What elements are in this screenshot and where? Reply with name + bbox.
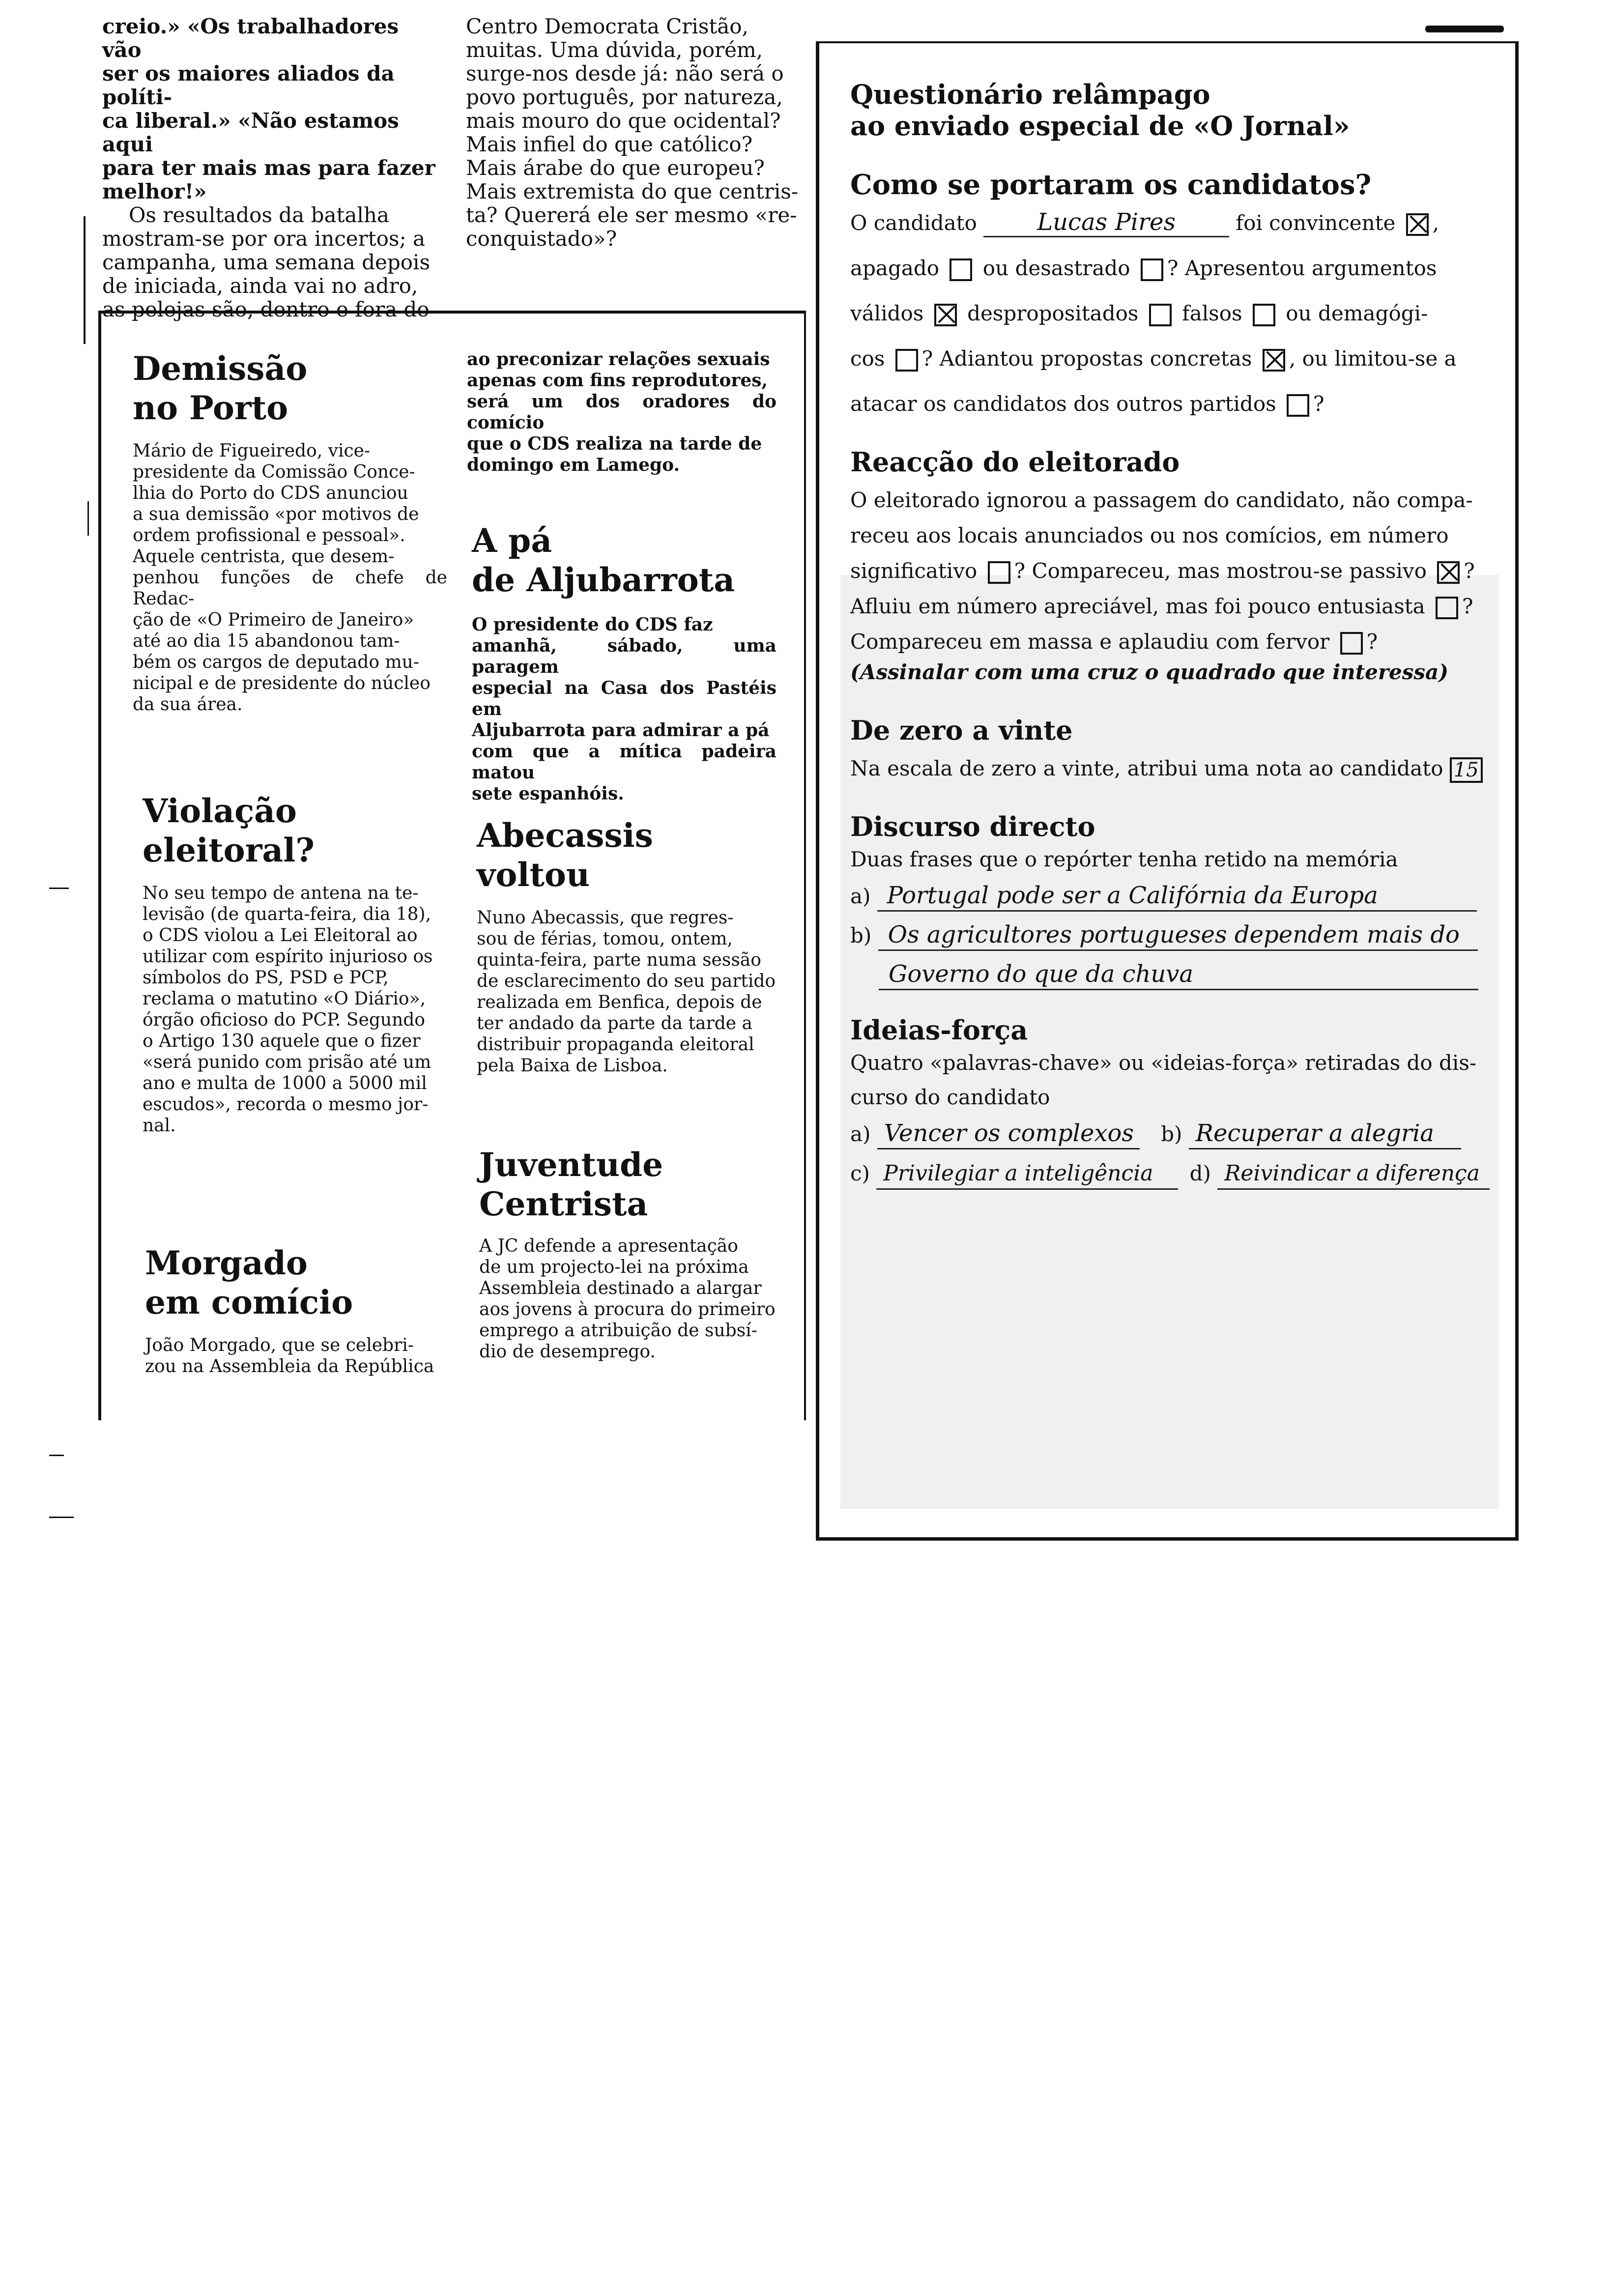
- question-line: [850, 381, 1504, 427]
- answer-text[interactable]: Governo do que da chuva: [879, 959, 1478, 990]
- brief-line: ano e multa de 1000 a 5000 mil: [143, 1073, 427, 1093]
- question-text: ou demagógi-: [1286, 301, 1428, 325]
- brief-abecassis: [477, 816, 777, 1076]
- text-line: ca liberal.» «Não estamos aqui: [102, 109, 399, 156]
- answer-label: a): [850, 884, 871, 908]
- brief-title: de Aljubarrota: [472, 561, 735, 599]
- brief-line: ao preconizar relações sexuais: [467, 349, 770, 370]
- text-line: ser os maiores aliados da políti-: [102, 61, 395, 109]
- brief-line: emprego a atribuição de subsí-: [479, 1320, 757, 1341]
- question-text: ou desastrado: [982, 256, 1130, 280]
- brief-line: domingo em Lamego.: [467, 455, 680, 475]
- question-text: ?: [1462, 594, 1473, 618]
- section-title: Ideias-força: [850, 1014, 1028, 1046]
- question-text: foi convincente: [1236, 211, 1396, 235]
- brief-line: Assembleia destinado a alargar: [479, 1278, 762, 1298]
- brief-line: Mário de Figueiredo, vice-: [133, 441, 371, 461]
- brief-line: aos jovens à procura do primeiro: [479, 1299, 776, 1320]
- answer-text[interactable]: Privilegiar a inteligência: [876, 1159, 1178, 1190]
- text-line: mais mouro do que ocidental?: [466, 109, 781, 133]
- brief-body: [477, 907, 777, 1076]
- brief-line: de esclarecimento do seu partido: [477, 971, 776, 991]
- brief-line: com que a mítica padeira matou: [472, 741, 777, 783]
- brief-line: reclama o matutino «O Diário»,: [143, 989, 426, 1009]
- text-line: muitas. Uma dúvida, porém,: [466, 38, 763, 62]
- answer-text[interactable]: Os agricultores portugueses dependem mais do: [878, 920, 1478, 951]
- brief-title: Centrista: [479, 1185, 648, 1223]
- brief-line: A JC defende a apresentação: [479, 1236, 738, 1256]
- checkbox[interactable]: [895, 349, 918, 372]
- margin-mark: [87, 501, 89, 536]
- brief-line: penhou funções de chefe de Redac-: [133, 568, 447, 609]
- answer-line: [850, 916, 1504, 955]
- margin-mark: [49, 1455, 64, 1456]
- text-line: Centro Democrata Cristão,: [466, 14, 748, 38]
- text-line: Mais infiel do que católico?: [466, 132, 753, 156]
- brief-morgado: [145, 1243, 450, 1377]
- brief-title: Abecassis: [477, 816, 653, 855]
- questionnaire-title: Questionário relâmpago: [850, 79, 1210, 110]
- question-text: ? Adiantou propostas concretas: [921, 346, 1252, 371]
- brief-line: escudos», recorda o mesmo jor-: [143, 1094, 429, 1115]
- answer-label: c): [850, 1161, 870, 1185]
- text-line: ta? Quererá ele ser mesmo «re-: [466, 203, 797, 227]
- brief-line: a sua demissão «por motivos de: [133, 504, 419, 524]
- question-text: , ou limitou-se a: [1289, 346, 1457, 371]
- brief-apa: [472, 521, 777, 804]
- brief-line: quinta-feira, parte numa sessão: [477, 950, 761, 970]
- text-line: as pelejas são, dentro e fora do: [102, 297, 430, 321]
- brief-line: da sua área.: [133, 694, 243, 715]
- question-text: significativo: [850, 559, 978, 583]
- brief-line: órgão oficioso do PCP. Segundo: [143, 1010, 425, 1030]
- brief-body: [467, 349, 777, 476]
- top-left-column: [102, 15, 436, 321]
- brief-line: Aljubarrota para admirar a pá: [472, 720, 770, 741]
- question-text: apagado: [850, 256, 940, 280]
- brief-title: eleitoral?: [143, 831, 315, 869]
- text-line: creio.» «Os trabalhadores vão: [102, 14, 399, 62]
- brief-line: ter andado da parte da tarde a: [477, 1013, 752, 1033]
- checkbox-checked[interactable]: [1437, 561, 1460, 584]
- brief-line: sete espanhóis.: [472, 783, 624, 804]
- brief-title: no Porto: [133, 389, 288, 427]
- brief-title: A pá: [472, 521, 552, 560]
- question-text: Quatro «palavras-chave» ou «ideias-força» retiradas do dis-: [850, 1051, 1477, 1075]
- brief-line: pela Baixa de Lisboa.: [477, 1056, 668, 1076]
- brief-title: voltou: [477, 856, 590, 894]
- question-text: despropositados: [967, 301, 1139, 325]
- question-text: Afluiu em número apreciável, mas foi pouco entusiasta: [850, 594, 1425, 618]
- section-title: De zero a vinte: [850, 715, 1073, 746]
- brief-line: até ao dia 15 abandonou tam-: [133, 631, 400, 651]
- score-box[interactable]: 15: [1450, 757, 1483, 783]
- brief-line: zou na Assembleia da República: [145, 1356, 434, 1377]
- brief-line: de um projecto-lei na próxima: [479, 1257, 749, 1277]
- question-text: Na escala de zero a vinte, atribui uma nota ao candidato: [850, 756, 1443, 780]
- brief-title: em comício: [145, 1283, 353, 1321]
- questionnaire-subtitle: ao enviado especial de «O Jornal»: [850, 110, 1350, 142]
- checkbox[interactable]: [1253, 304, 1275, 326]
- text-line: Mais árabe do que europeu?: [466, 156, 765, 180]
- answer-text[interactable]: Portugal pode ser a Califórnia da Europa: [877, 881, 1477, 912]
- answer-label: b): [1161, 1122, 1182, 1146]
- candidate-name: Lucas Pires: [983, 208, 1229, 237]
- brief-title: Violação: [143, 792, 297, 830]
- brief-line: lhia do Porto do CDS anunciou: [133, 483, 408, 503]
- margin-mark: [49, 888, 69, 889]
- brief-title: Morgado: [145, 1244, 308, 1282]
- text-line: de iniciada, ainda vai no adro,: [102, 274, 418, 298]
- section-title: Como se portaram os candidatos?: [850, 169, 1372, 201]
- brief-body: [143, 883, 447, 1136]
- answer-text[interactable]: Vencer os complexos: [877, 1119, 1140, 1149]
- question-text: atacar os candidatos dos outros partidos: [850, 392, 1276, 416]
- decorative-bar: [1425, 26, 1504, 32]
- margin-mark: [84, 216, 86, 344]
- brief-line: que o CDS realiza na tarde de: [467, 433, 762, 454]
- checkbox[interactable]: [1141, 258, 1163, 281]
- answer-text[interactable]: Recuperar a alegria: [1189, 1119, 1461, 1149]
- question-line: [850, 336, 1504, 381]
- checkbox[interactable]: [1287, 394, 1309, 417]
- brief-body: [145, 1335, 450, 1377]
- brief-line: bém os cargos de deputado mu-: [133, 652, 419, 672]
- text-line: Mais extremista do que centris-: [466, 179, 799, 203]
- brief-body: [479, 1235, 779, 1362]
- brief-line: dio de desemprego.: [479, 1342, 656, 1362]
- question-text: ? Compareceu, mas mostrou-se passivo: [1014, 559, 1427, 583]
- brief-line: realizada em Benfica, depois de: [477, 992, 762, 1012]
- brief-line: sou de férias, tomou, ontem,: [477, 929, 733, 949]
- brief-line: O presidente do CDS faz: [472, 614, 713, 635]
- checkbox[interactable]: [950, 258, 972, 281]
- text-line: para ter mais mas para fazer: [102, 156, 435, 180]
- brief-line: «será punido com prisão até um: [143, 1052, 432, 1072]
- brief-line: Nuno Abecassis, que regres-: [477, 908, 734, 928]
- brief-line: Aquele centrista, que desem-: [133, 546, 395, 567]
- brief-body: [133, 440, 447, 715]
- checkbox-checked[interactable]: [1406, 213, 1429, 236]
- brief-demissao: [133, 349, 447, 715]
- checkbox-checked[interactable]: [1263, 349, 1285, 372]
- section-title: Discurso directo: [850, 811, 1095, 842]
- question-text: receu aos locais anunciados ou nos comícios, em número: [850, 523, 1449, 547]
- brief-title: Juventude: [479, 1146, 663, 1184]
- brief-line: nicipal e de presidente do núcleo: [133, 673, 431, 693]
- question-text: cos: [850, 346, 885, 371]
- brief-line: utilizar com espírito injurioso os: [143, 947, 433, 967]
- answer-label: b): [850, 923, 872, 947]
- question-text: Duas frases que o repórter tenha retido na memória: [850, 847, 1398, 871]
- question-text: ?: [1464, 559, 1475, 583]
- section-title: Reacção do eleitorado: [850, 446, 1180, 478]
- brief-line: símbolos do PS, PSD e PCP,: [143, 968, 389, 988]
- text-line: povo português, por natureza,: [466, 85, 783, 109]
- brief-body: [472, 614, 777, 804]
- brief-line: João Morgado, que se celebri-: [145, 1335, 414, 1355]
- question-line: [850, 246, 1504, 291]
- brief-line: será um dos oradores do comício: [467, 391, 777, 433]
- answer-text[interactable]: Reivindicar a diferença: [1217, 1159, 1490, 1190]
- question-text: curso do candidato: [850, 1085, 1050, 1109]
- checkbox[interactable]: [1149, 304, 1172, 326]
- brief-line: especial na Casa dos Pastéis em: [472, 678, 777, 719]
- brief-violacao: [143, 791, 447, 1136]
- questionnaire-content: [850, 79, 1504, 1193]
- answer-label: a): [850, 1122, 871, 1146]
- brief-line: o Artigo 130 aquele que o fizer: [143, 1031, 421, 1051]
- brief-line: nal.: [143, 1116, 176, 1136]
- question-text: O eleitorado ignorou a passagem do candidato, não compa-: [850, 488, 1473, 512]
- answer-line: [850, 955, 1504, 995]
- brief-line: No seu tempo de antena na te-: [143, 883, 419, 903]
- answer-label: d): [1189, 1161, 1211, 1185]
- brief-line: o CDS violou a Lei Eleitoral ao: [143, 925, 418, 946]
- brief-line: amanhã, sábado, uma paragem: [472, 635, 777, 677]
- text-line: mostram-se por ora incertos; a: [102, 227, 425, 251]
- answer-line: [850, 1154, 1504, 1193]
- question-line: [850, 291, 1504, 336]
- top-middle-column: [466, 15, 800, 251]
- brief-title: Demissão: [133, 349, 308, 388]
- question-line: O candidato Lucas Pires foi convincente ,: [850, 201, 1504, 246]
- question-text: ?: [1313, 392, 1324, 416]
- brief-line: levisão (de quarta-feira, dia 18),: [143, 904, 432, 924]
- checkbox[interactable]: [1436, 597, 1458, 619]
- question-text: ?: [1366, 630, 1378, 654]
- question-text: O candidato: [850, 211, 977, 235]
- answer-line: [850, 877, 1504, 916]
- brief-line: presidente da Comissão Conce-: [133, 462, 415, 482]
- margin-mark: [49, 1517, 74, 1518]
- text-line: Os resultados da batalha: [129, 203, 389, 227]
- question-text: falsos: [1182, 301, 1242, 325]
- question-text: válidos: [850, 301, 924, 325]
- brief-line: ção de «O Primeiro de Janeiro»: [133, 610, 414, 630]
- text-line: surge-nos desde já: não será o: [466, 61, 784, 86]
- text-line: melhor!»: [102, 179, 207, 203]
- checkbox[interactable]: [988, 561, 1010, 584]
- question-text: ? Apresentou argumentos: [1167, 256, 1437, 280]
- answer-line: [850, 1115, 1504, 1154]
- question-line: [850, 746, 1504, 791]
- brief-line: ordem profissional e pessoal».: [133, 525, 405, 545]
- brief-continuacao: [467, 349, 777, 476]
- question-text: Compareceu em massa e aplaudiu com fervor: [850, 630, 1330, 654]
- brief-line: distribuir propaganda eleitoral: [477, 1034, 754, 1055]
- instruction: (Assinalar com uma cruz o quadrado que interessa): [850, 660, 1449, 684]
- checkbox[interactable]: [1340, 632, 1363, 655]
- checkbox-checked[interactable]: [934, 304, 957, 326]
- text-line: campanha, uma semana depois: [102, 250, 431, 274]
- brief-line: apenas com fins reprodutores,: [467, 370, 768, 391]
- brief-juventude: [479, 1145, 779, 1362]
- text-line: conquistado»?: [466, 227, 617, 251]
